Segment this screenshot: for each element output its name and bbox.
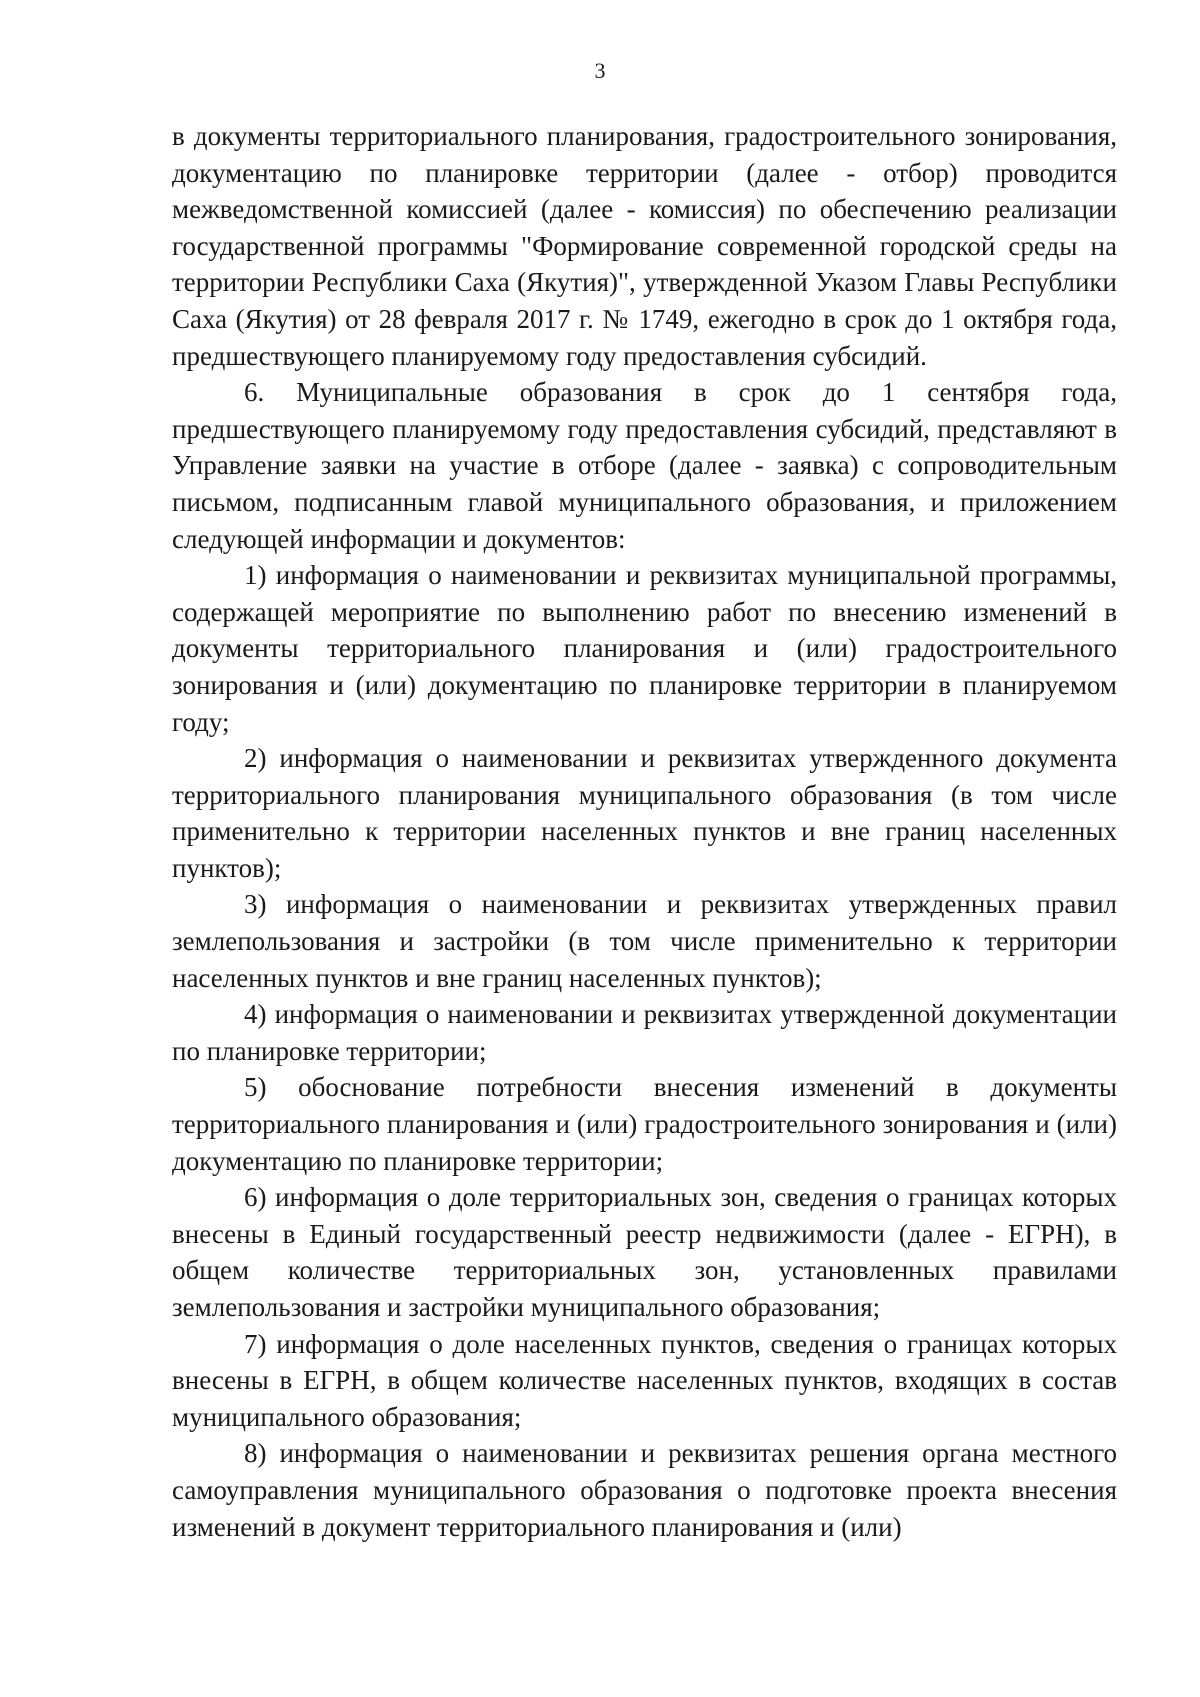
paragraph-item-6: 6. Муниципальные образования в срок до 1 сентября года, предшествующего планируемому году предоставления субсидий, представляют в Управление заявки на участие в отборе (далее - заявка) с сопроводительным письмом, подписанным главой муниципального образования, и приложением следующей информации и документов:: [172, 377, 1117, 554]
list-item-3: 3) информация о наименовании и реквизитах утвержденных правил землепользования и застройки (в том числе применительно к территории населенных пунктов и вне границ населенных пунктов);: [172, 889, 1117, 993]
page-number: 3: [594, 58, 606, 83]
list-item-5: 5) обоснование потребности внесения изменений в документы территориального планирования и (или) градостроительного зонирования и (или) документацию по планировке территории;: [172, 1072, 1117, 1176]
document-body: [172, 118, 1117, 1545]
list-item-2: 2) информация о наименовании и реквизитах утвержденного документа территориального планирования муниципального образования (в том числе применительно к территории населенных пунктов и вне границ населенных пунктов);: [172, 743, 1117, 883]
list-item-6: 6) информация о доле территориальных зон, сведения о границах которых внесены в Единый государственный реестр недвижимости (далее - ЕГРН), в общем количестве территориальных зон, установленных правилами землепользования и застройки муниципального образования;: [172, 1182, 1117, 1322]
paragraph-continuation: в документы территориального планирования, градостроительного зонирования, документацию по планировке территории (далее - отбор) проводится межведомственной комиссией (далее - комиссия) по обеспечению реализации государственной программы "Формирование современной городской среды на территории Республики Саха (Якутия)", утвержденной Указом Главы Республики Саха (Якутия) от 28 февраля 2017 г. № 1749, ежегодно в срок до 1 октября года, предшествующего планируемому году предоставления субсидий.: [172, 121, 1117, 371]
list-item-1: 1) информация о наименовании и реквизитах муниципальной программы, содержащей мероприятие по выполнению работ по внесению изменений в документы территориального планирования и (или) градостроительного зонирования и (или) документацию по планировке территории в планируемом году;: [172, 560, 1117, 737]
list-item-7: 7) информация о доле населенных пунктов, сведения о границах которых внесены в ЕГРН, в общем количестве населенных пунктов, входящих в состав муниципального образования;: [172, 1328, 1117, 1432]
list-item-8: 8) информация о наименовании и реквизитах решения органа местного самоуправления муниципального образования о подготовке проекта внесения изменений в документ территориального планирования и (или): [172, 1438, 1117, 1542]
list-item-4: 4) информация о наименовании и реквизитах утвержденной документации по планировке территории;: [172, 999, 1117, 1066]
